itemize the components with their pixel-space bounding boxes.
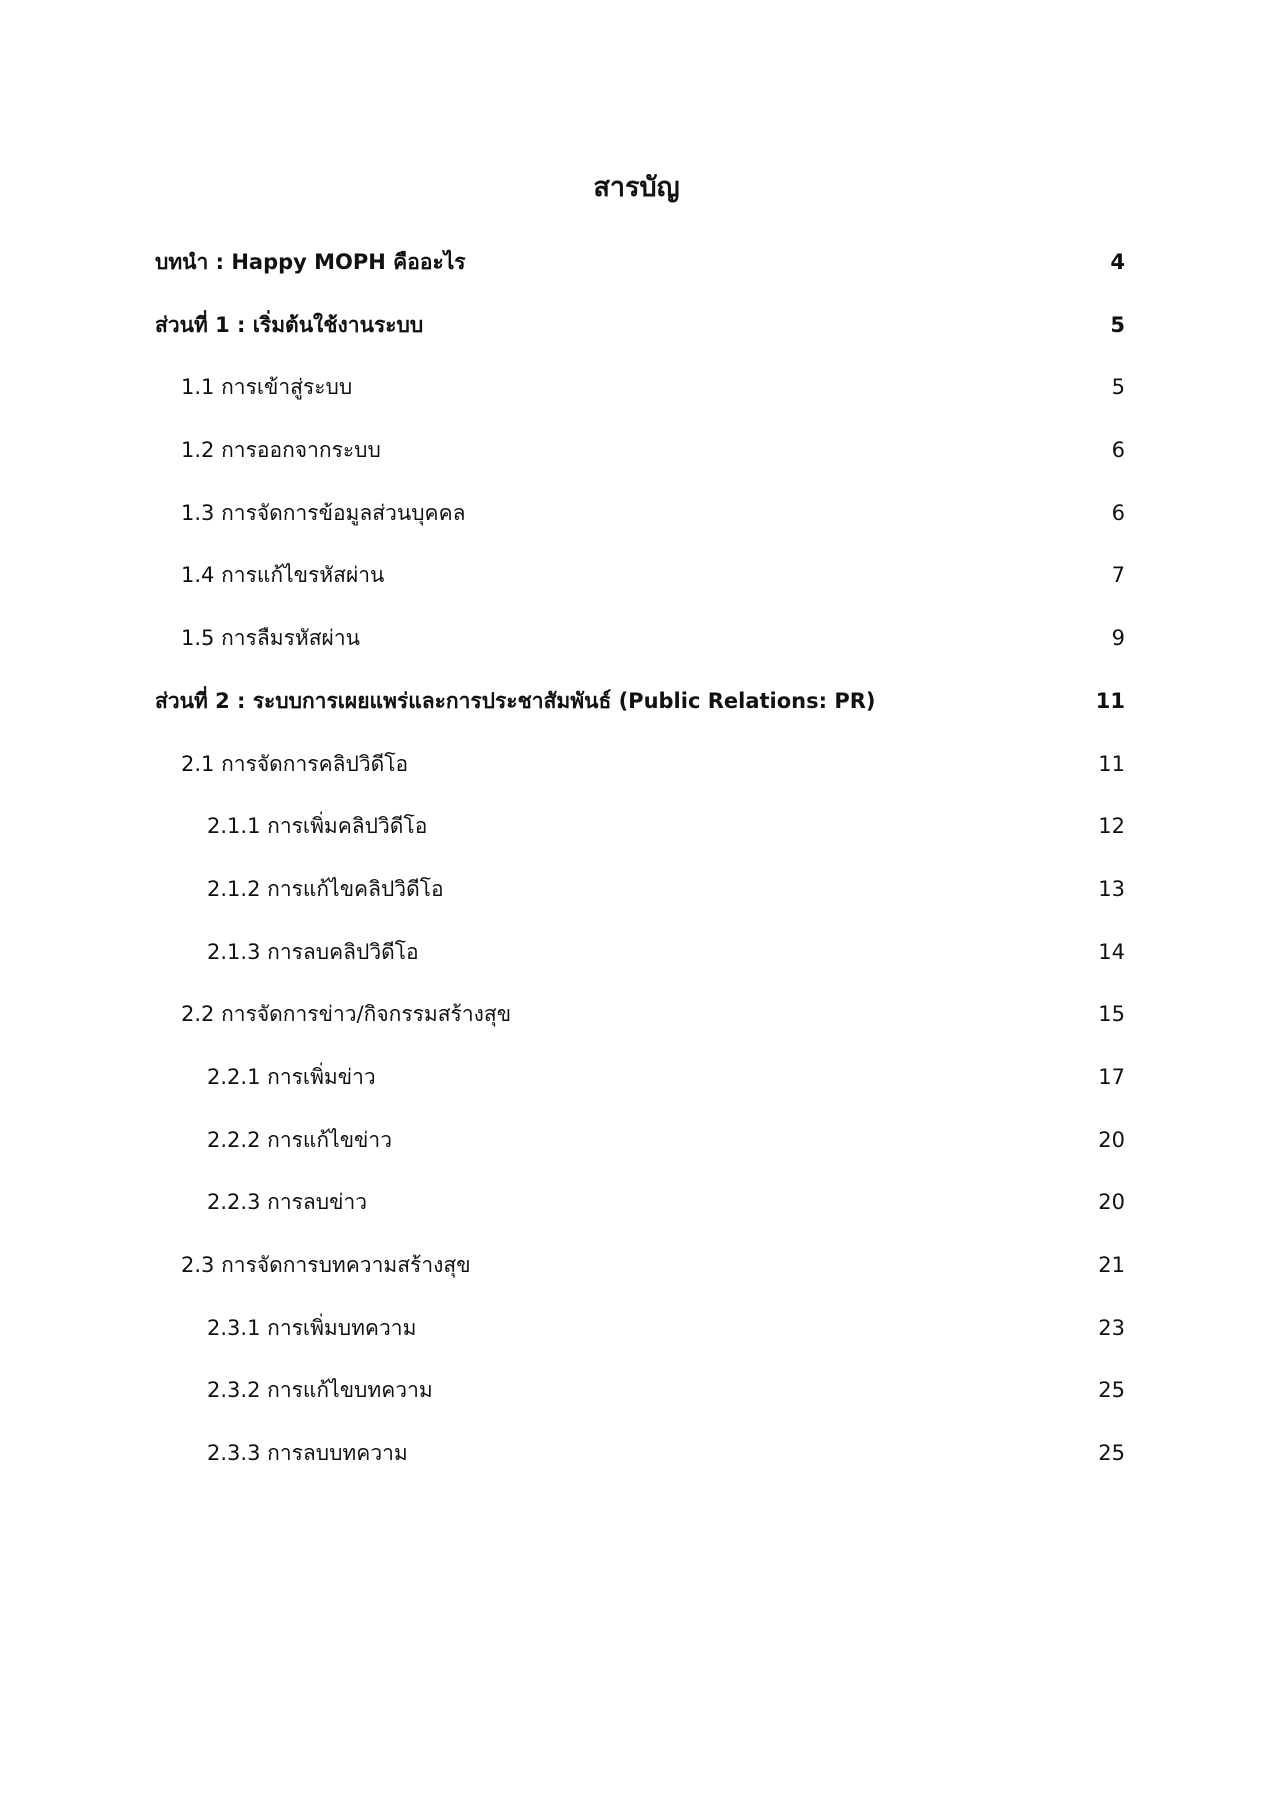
toc-entry-page: 6	[1111, 438, 1125, 463]
toc-entry-page: 23	[1098, 1315, 1125, 1340]
toc-entry-2-3-3[interactable]	[155, 1435, 1125, 1498]
toc-entry-label: 2.2.3 การลบข่าว	[207, 1190, 368, 1215]
toc-entry-2-2-3[interactable]	[155, 1184, 1125, 1247]
toc-entry-1-5[interactable]	[155, 620, 1125, 683]
toc-entry-label: 2.3.1 การเพิ่มบทความ	[207, 1315, 417, 1340]
toc-entry-intro[interactable]	[155, 244, 1125, 307]
toc-entry-page: 15	[1098, 1002, 1125, 1027]
page-title: สารบัญ	[593, 172, 680, 203]
toc-entry-page: 20	[1098, 1127, 1125, 1152]
toc-entry-page: 4	[1110, 250, 1125, 274]
toc-entry-label: 2.1 การจัดการคลิปวิดีโอ	[181, 751, 409, 776]
toc-entry-page: 25	[1098, 1378, 1125, 1403]
toc-entry-2-1-2[interactable]	[155, 871, 1125, 934]
toc-entry-part-2[interactable]	[155, 683, 1125, 746]
toc-entry-page: 20	[1098, 1190, 1125, 1215]
table-of-contents	[155, 244, 1125, 1498]
toc-entry-page: 6	[1111, 500, 1125, 525]
toc-entry-page: 14	[1098, 939, 1125, 964]
toc-entry-label: 2.3 การจัดการบทความสร้างสุข	[181, 1253, 471, 1277]
toc-entry-page: 11	[1098, 751, 1125, 776]
toc-entry-label: 2.1.1 การเพิ่มคลิปวิดีโอ	[207, 814, 428, 839]
toc-entry-page: 5	[1111, 375, 1125, 400]
toc-entry-2-1-1[interactable]	[155, 808, 1125, 871]
toc-entry-2-2-2[interactable]	[155, 1122, 1125, 1185]
toc-entry-2-2-1[interactable]	[155, 1059, 1125, 1122]
toc-entry-1-1[interactable]	[155, 369, 1125, 432]
toc-entry-2-3-1[interactable]	[155, 1310, 1125, 1373]
toc-entry-2-2[interactable]	[155, 996, 1125, 1059]
toc-entry-2-3[interactable]	[155, 1247, 1125, 1310]
toc-entry-label: 1.4 การแก้ไขรหัสผ่าน	[181, 563, 385, 588]
toc-entry-2-3-2[interactable]	[155, 1372, 1125, 1435]
toc-entry-page: 21	[1098, 1253, 1125, 1277]
toc-entry-part-1[interactable]	[155, 307, 1125, 370]
toc-entry-page: 17	[1098, 1064, 1125, 1089]
toc-entry-label: 2.3.2 การแก้ไขบทความ	[207, 1378, 433, 1403]
toc-entry-2-1[interactable]	[155, 746, 1125, 809]
toc-entry-label: 1.1 การเข้าสู่ระบบ	[181, 375, 353, 400]
toc-entry-page: 13	[1098, 876, 1125, 901]
toc-entry-label: 1.5 การลืมรหัสผ่าน	[181, 626, 360, 651]
toc-entry-label: 2.1.3 การลบคลิปวิดีโอ	[207, 939, 419, 964]
toc-entry-page: 25	[1098, 1441, 1125, 1466]
toc-entry-label: 2.2.2 การแก้ไขข่าว	[207, 1127, 393, 1152]
toc-entry-label: ส่วนที่ 1 : เริ่มต้นใช้งานระบบ	[155, 312, 424, 337]
toc-entry-label: 2.3.3 การลบบทความ	[207, 1441, 408, 1466]
toc-entry-label: 2.2 การจัดการข่าว/กิจกรรมสร้างสุข	[181, 1002, 512, 1027]
toc-entry-label: บทนำ : Happy MOPH คืออะไร	[155, 250, 466, 274]
toc-entry-label: 1.2 การออกจากระบบ	[181, 438, 381, 463]
toc-entry-page: 11	[1095, 688, 1125, 713]
toc-entry-page: 9	[1111, 626, 1125, 651]
toc-entry-2-1-3[interactable]	[155, 934, 1125, 997]
toc-entry-label: 2.1.2 การแก้ไขคลิปวิดีโอ	[207, 876, 444, 901]
toc-entry-page: 12	[1098, 814, 1125, 839]
toc-entry-page: 5	[1110, 312, 1125, 337]
toc-entry-1-3[interactable]	[155, 495, 1125, 558]
toc-entry-label: 2.2.1 การเพิ่มข่าว	[207, 1064, 376, 1089]
toc-entry-label: ส่วนที่ 2 : ระบบการเผยแพร่และการประชาสัมพันธ์ (Public Relations: PR)	[155, 688, 876, 713]
toc-entry-1-2[interactable]	[155, 432, 1125, 495]
toc-entry-page: 7	[1111, 563, 1125, 588]
toc-entry-1-4[interactable]	[155, 557, 1125, 620]
toc-entry-label: 1.3 การจัดการข้อมูลส่วนบุคคล	[181, 500, 466, 525]
